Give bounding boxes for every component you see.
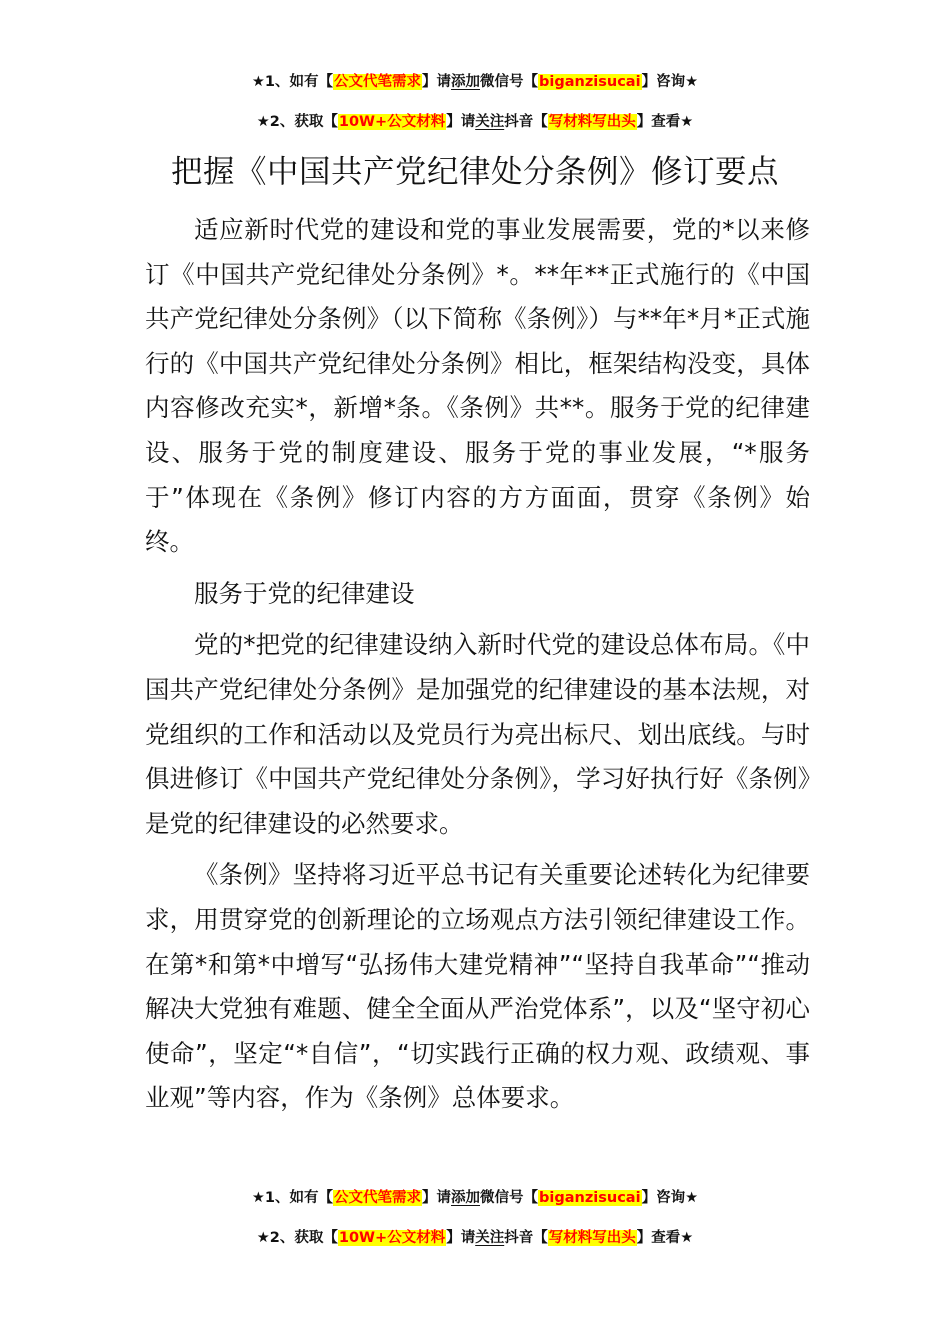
promo-highlight-douyin: 写材料写出头	[548, 114, 636, 130]
promo-highlight-douyin: 写材料写出头	[548, 1230, 636, 1246]
promo-underlined: 关注	[475, 1230, 505, 1246]
paragraph: 党的*把党的纪律建设纳入新时代党的建设总体布局。《中国共产党纪律处分条例》是加强党的纪律建设的基本法规，对党组织的工作和活动以及党员行为亮出标尺、划出底线。与时俱进修订《中国共产党纪律处分条例》，学习好执行好《条例》是党的纪律建设的必然要求。	[145, 630, 810, 838]
promo-text: ★2、获取【	[256, 114, 338, 130]
promo-text: 】查看★	[636, 1230, 694, 1246]
promo-text: 】查看★	[636, 114, 694, 130]
promo-text: 微信号【	[480, 1190, 539, 1206]
document-title: 把握《中国共产党纪律处分条例》修订要点	[170, 154, 779, 190]
promo-text: 】咨询★	[641, 74, 699, 90]
top-promo-line-2	[0, 110, 950, 134]
promo-text: ★1、如有【	[251, 1190, 334, 1206]
promo-text: 】请	[422, 1190, 452, 1206]
promo-text: ★1、如有【	[251, 74, 334, 90]
promo-highlight: 10W+公文材料	[338, 114, 446, 130]
promo-text: 微信号【	[480, 74, 539, 90]
promo-text: ★2、获取【	[256, 1230, 338, 1246]
promo-text: 抖音【	[504, 1230, 548, 1246]
promo-underlined: 关注	[475, 114, 505, 130]
top-promo-line-1	[0, 70, 950, 94]
promo-highlight: 公文代笔需求	[334, 1190, 422, 1206]
section-heading: 服务于党的纪律建设	[194, 578, 415, 608]
promo-text: 】咨询★	[641, 1190, 699, 1206]
paragraph: 适应新时代党的建设和党的事业发展需要，党的*以来修订《中国共产党纪律处分条例》*。**年**正式施行的《中国共产党纪律处分条例》（以下简称《条例》）与**年*月*正式施行的《中国共产党纪律处分条例》相比，框架结构没变，具体内容修改充实*，新增*条。《条例》共**。服务于党的纪律建设、服务于党的制度建设、服务于党的事业发展，“*服务于”体现在《条例》修订内容的方方面面，贯穿《条例》始终。	[145, 215, 810, 557]
promo-highlight-wechat: biganzisucai	[539, 74, 641, 90]
promo-text: 】请	[422, 74, 452, 90]
promo-highlight: 公文代笔需求	[334, 74, 422, 90]
promo-text: 】请	[446, 114, 476, 130]
promo-text: 】请	[446, 1230, 476, 1246]
promo-underlined: 添加	[451, 74, 481, 90]
paragraph: 《条例》坚持将习近平总书记有关重要论述转化为纪律要求，用贯穿党的创新理论的立场观点方法引领纪律建设工作。在第*和第*中增写“弘扬伟大建党精神”“坚持自我革命”“推动解决大党独有难题、健全全面从严治党体系”，以及“坚守初心使命”，坚定“*自信”，“切实践行正确的权力观、政绩观、事业观”等内容，作为《条例》总体要求。	[145, 860, 810, 1113]
promo-text: 抖音【	[504, 114, 548, 130]
promo-underlined: 添加	[451, 1190, 481, 1206]
promo-highlight: 10W+公文材料	[338, 1230, 446, 1246]
bottom-promo-line-1	[0, 1186, 950, 1210]
bottom-promo-line-2	[0, 1226, 950, 1250]
promo-highlight-wechat: biganzisucai	[539, 1190, 641, 1206]
document-body	[145, 208, 810, 1128]
